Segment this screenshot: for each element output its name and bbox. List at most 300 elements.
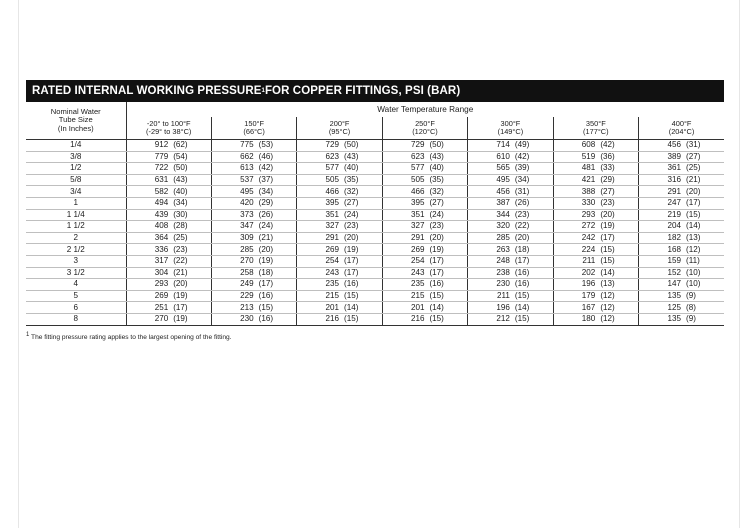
pressure-cell <box>468 232 553 244</box>
bar-value: (54) <box>173 151 188 161</box>
pressure-cell <box>553 209 638 221</box>
bar-value: (49) <box>514 140 530 150</box>
pressure-cell <box>211 209 296 221</box>
temp-column-header: 350°F (177°C) <box>553 117 638 140</box>
table-row <box>26 163 724 175</box>
bar-value: (27) <box>344 198 359 208</box>
psi-value: 249 <box>240 279 254 289</box>
psi-value: 293 <box>154 279 169 289</box>
bar-value: (14) <box>429 302 444 312</box>
bar-value: (23) <box>429 221 444 231</box>
psi-value: 439 <box>154 209 169 219</box>
psi-value: 466 <box>410 186 425 196</box>
table-row <box>26 267 724 279</box>
pressure-cell <box>553 313 638 325</box>
pressure-cell <box>297 209 382 221</box>
tube-size-cell: 8 <box>26 313 126 325</box>
psi-value: 263 <box>496 244 510 254</box>
bar-value: (12) <box>600 314 615 324</box>
psi-value: 238 <box>496 267 510 277</box>
pressure-cell <box>553 186 638 198</box>
tube-size-cell: 2 <box>26 232 126 244</box>
pressure-cell <box>553 151 638 163</box>
table-row <box>26 140 724 152</box>
psi-value: 213 <box>240 302 254 312</box>
pressure-cell <box>639 163 724 175</box>
bar-value: (29) <box>600 175 615 185</box>
bar-value: (24) <box>429 209 444 219</box>
psi-value: 291 <box>667 186 682 196</box>
pressure-cell <box>297 140 382 152</box>
psi-value: 344 <box>496 209 510 219</box>
bar-value: (14) <box>600 267 615 277</box>
psi-value: 481 <box>581 163 596 173</box>
psi-value: 623 <box>410 151 425 161</box>
footnote-marker: 1 <box>26 331 30 338</box>
psi-value: 196 <box>496 302 510 312</box>
psi-value: 373 <box>240 209 254 219</box>
pressure-cell <box>468 267 553 279</box>
bar-value: (26) <box>514 198 530 208</box>
pressure-cell <box>382 221 467 233</box>
psi-value: 211 <box>496 291 510 301</box>
bar-value: (16) <box>258 291 274 301</box>
psi-value: 182 <box>667 233 682 243</box>
psi-value: 215 <box>325 291 340 301</box>
bar-value: (15) <box>344 314 359 324</box>
bar-value: (22) <box>173 256 188 266</box>
bar-value: (21) <box>686 175 701 185</box>
psi-value: 291 <box>325 233 340 243</box>
tube-size-cell: 1/4 <box>26 140 126 152</box>
bar-value: (23) <box>600 198 615 208</box>
pressure-cell <box>297 232 382 244</box>
table-row <box>26 151 724 163</box>
pressure-cell <box>639 197 724 209</box>
bar-value: (20) <box>686 186 701 196</box>
psi-value: 912 <box>154 140 169 150</box>
psi-value: 168 <box>667 244 682 254</box>
bar-value: (15) <box>600 244 615 254</box>
tube-size-cell: 1 1/4 <box>26 209 126 221</box>
pressure-cell <box>382 232 467 244</box>
bar-value: (16) <box>514 279 530 289</box>
bar-value: (15) <box>258 302 274 312</box>
bar-value: (27) <box>600 186 615 196</box>
psi-value: 505 <box>325 175 340 185</box>
psi-value: 285 <box>240 244 254 254</box>
temp-column-header: 300°F (149°C) <box>468 117 553 140</box>
bar-value: (43) <box>344 151 359 161</box>
psi-value: 351 <box>410 209 425 219</box>
psi-value: 336 <box>154 244 169 254</box>
psi-value: 291 <box>410 233 425 243</box>
psi-value: 327 <box>325 221 340 231</box>
bar-value: (50) <box>344 140 359 150</box>
psi-value: 216 <box>325 314 340 324</box>
pressure-cell <box>639 140 724 152</box>
bar-value: (23) <box>173 244 188 254</box>
bar-value: (33) <box>600 163 615 173</box>
bar-value: (16) <box>429 279 444 289</box>
bar-value: (43) <box>173 175 188 185</box>
psi-value: 242 <box>581 233 596 243</box>
pressure-cell <box>382 174 467 186</box>
psi-value: 361 <box>667 163 682 173</box>
psi-value: 304 <box>154 267 169 277</box>
pressure-cell <box>382 302 467 314</box>
bar-value: (12) <box>686 244 701 254</box>
psi-value: 212 <box>496 314 510 324</box>
pressure-cell <box>553 197 638 209</box>
bar-value: (16) <box>514 267 530 277</box>
pressure-cell <box>126 174 211 186</box>
pressure-cell <box>639 244 724 256</box>
psi-value: 729 <box>325 140 340 150</box>
psi-value: 258 <box>240 267 254 277</box>
bar-value: (42) <box>258 163 274 173</box>
bar-value: (25) <box>173 233 188 243</box>
pressure-cell <box>639 232 724 244</box>
psi-value: 577 <box>410 163 425 173</box>
bar-value: (14) <box>686 221 701 231</box>
pressure-cell <box>297 197 382 209</box>
psi-value: 729 <box>410 140 425 150</box>
psi-value: 204 <box>667 221 682 231</box>
bar-value: (20) <box>600 209 615 219</box>
pressure-cell <box>382 151 467 163</box>
pressure-cell <box>297 279 382 291</box>
psi-value: 285 <box>496 233 510 243</box>
bar-value: (37) <box>258 175 274 185</box>
pressure-cell <box>126 140 211 152</box>
psi-value: 152 <box>667 267 682 277</box>
bar-value: (13) <box>686 233 701 243</box>
psi-value: 565 <box>496 163 510 173</box>
bar-value: (10) <box>686 279 701 289</box>
psi-value: 327 <box>410 221 425 231</box>
psi-value: 235 <box>325 279 340 289</box>
pressure-cell <box>211 290 296 302</box>
pressure-cell <box>639 255 724 267</box>
bar-value: (53) <box>258 140 274 150</box>
psi-value: 495 <box>496 175 510 185</box>
psi-value: 179 <box>581 291 596 301</box>
psi-value: 293 <box>581 209 596 219</box>
pressure-cell <box>297 302 382 314</box>
bar-value: (39) <box>514 163 530 173</box>
psi-value: 408 <box>154 221 169 231</box>
size-column-header: Nominal Water Tube Size (In Inches) <box>26 102 126 140</box>
bar-value: (50) <box>173 163 188 173</box>
bar-value: (19) <box>600 221 615 231</box>
bar-value: (32) <box>429 186 444 196</box>
table-row <box>26 209 724 221</box>
temp-column-header: 400°F (204°C) <box>639 117 724 140</box>
bar-value: (19) <box>344 244 359 254</box>
bar-value: (15) <box>514 314 530 324</box>
psi-value: 135 <box>667 291 682 301</box>
pressure-table <box>26 102 724 326</box>
bar-value: (28) <box>173 221 188 231</box>
psi-value: 247 <box>667 198 682 208</box>
bar-value: (50) <box>429 140 444 150</box>
psi-value: 211 <box>582 256 596 266</box>
temp-column-header: 250°F (120°C) <box>382 117 467 140</box>
pressure-cell <box>553 255 638 267</box>
psi-value: 272 <box>581 221 596 231</box>
bar-value: (30) <box>173 209 188 219</box>
pressure-cell <box>211 232 296 244</box>
bar-value: (35) <box>429 175 444 185</box>
pressure-cell <box>382 267 467 279</box>
pressure-cell <box>126 209 211 221</box>
pressure-cell <box>211 267 296 279</box>
table-row <box>26 302 724 314</box>
pressure-cell <box>468 151 553 163</box>
footnote-text: The fitting pressure rating applies to the largest opening of the fitting. <box>29 333 232 341</box>
psi-value: 537 <box>240 175 254 185</box>
pressure-cell <box>639 221 724 233</box>
psi-value: 395 <box>410 198 425 208</box>
psi-value: 466 <box>325 186 340 196</box>
pressure-cell <box>126 313 211 325</box>
tube-size-cell: 3/8 <box>26 151 126 163</box>
bar-value: (12) <box>600 291 615 301</box>
pressure-cell <box>126 267 211 279</box>
table-body <box>26 140 724 326</box>
pressure-cell <box>211 186 296 198</box>
pressure-cell <box>553 163 638 175</box>
pressure-cell <box>553 267 638 279</box>
bar-value: (18) <box>514 244 530 254</box>
psi-value: 613 <box>240 163 254 173</box>
pressure-cell <box>382 186 467 198</box>
pressure-cell <box>468 255 553 267</box>
pressure-cell <box>553 140 638 152</box>
psi-value: 495 <box>240 186 254 196</box>
pressure-cell <box>553 279 638 291</box>
bar-value: (16) <box>258 314 274 324</box>
bar-value: (17) <box>429 267 444 277</box>
pressure-cell <box>468 163 553 175</box>
pressure-cell <box>553 244 638 256</box>
pressure-cell <box>126 151 211 163</box>
bar-value: (23) <box>514 209 530 219</box>
pressure-cell <box>126 163 211 175</box>
pressure-cell <box>297 151 382 163</box>
pressure-cell <box>126 244 211 256</box>
tube-size-cell: 3 <box>26 255 126 267</box>
pressure-cell <box>211 163 296 175</box>
psi-value: 219 <box>667 209 682 219</box>
psi-value: 269 <box>154 291 169 301</box>
pressure-cell <box>468 221 553 233</box>
bar-value: (20) <box>514 233 530 243</box>
pressure-cell <box>468 279 553 291</box>
title-text: RATED INTERNAL WORKING PRESSURE <box>32 85 262 97</box>
bar-value: (19) <box>173 291 188 301</box>
bar-value: (15) <box>429 314 444 324</box>
pressure-cell <box>211 197 296 209</box>
bar-value: (26) <box>258 209 274 219</box>
bar-value: (16) <box>344 279 359 289</box>
bar-value: (23) <box>344 221 359 231</box>
bar-value: (25) <box>686 163 701 173</box>
table-row <box>26 186 724 198</box>
psi-value: 125 <box>667 302 682 312</box>
bar-value: (19) <box>173 314 188 324</box>
psi-value: 582 <box>154 186 169 196</box>
pressure-cell <box>297 221 382 233</box>
bar-value: (21) <box>258 233 274 243</box>
table-row <box>26 313 724 325</box>
bar-value: (17) <box>173 302 188 312</box>
bar-value: (15) <box>686 209 701 219</box>
psi-value: 320 <box>496 221 510 231</box>
psi-value: 235 <box>410 279 425 289</box>
bar-value: (17) <box>429 256 444 266</box>
pressure-cell <box>297 186 382 198</box>
pressure-cell <box>211 279 296 291</box>
psi-value: 316 <box>667 175 682 185</box>
pressure-cell <box>553 290 638 302</box>
pressure-cell <box>468 186 553 198</box>
psi-value: 270 <box>240 256 254 266</box>
psi-value: 196 <box>581 279 596 289</box>
pressure-cell <box>126 232 211 244</box>
bar-value: (43) <box>429 151 444 161</box>
bar-value: (17) <box>686 198 701 208</box>
psi-value: 519 <box>581 151 596 161</box>
bar-value: (17) <box>344 256 359 266</box>
pressure-cell <box>126 290 211 302</box>
pressure-cell <box>639 174 724 186</box>
tube-size-cell: 5/8 <box>26 174 126 186</box>
psi-value: 215 <box>410 291 425 301</box>
table-row <box>26 174 724 186</box>
psi-value: 270 <box>154 314 169 324</box>
bar-value: (40) <box>429 163 444 173</box>
psi-value: 623 <box>325 151 340 161</box>
pressure-cell <box>382 163 467 175</box>
bar-value: (36) <box>600 151 615 161</box>
pressure-cell <box>382 209 467 221</box>
bar-value: (27) <box>429 198 444 208</box>
pressure-cell <box>211 244 296 256</box>
tube-size-cell: 5 <box>26 290 126 302</box>
psi-value: 395 <box>325 198 340 208</box>
psi-value: 722 <box>154 163 169 173</box>
bar-value: (10) <box>686 267 701 277</box>
psi-value: 779 <box>154 151 169 161</box>
pressure-cell <box>468 244 553 256</box>
psi-value: 167 <box>581 302 596 312</box>
bar-value: (19) <box>258 256 274 266</box>
bar-value: (42) <box>600 140 615 150</box>
psi-value: 254 <box>325 256 340 266</box>
bar-value: (40) <box>173 186 188 196</box>
bar-value: (46) <box>258 151 274 161</box>
pressure-cell <box>553 221 638 233</box>
bar-value: (12) <box>600 302 615 312</box>
pressure-cell <box>468 209 553 221</box>
bar-value: (32) <box>344 186 359 196</box>
psi-value: 309 <box>240 233 254 243</box>
bar-value: (40) <box>344 163 359 173</box>
bar-value: (34) <box>514 175 530 185</box>
psi-value: 662 <box>240 151 254 161</box>
psi-value: 251 <box>154 302 169 312</box>
psi-value: 775 <box>240 140 254 150</box>
pressure-cell <box>468 140 553 152</box>
bar-value: (15) <box>514 291 530 301</box>
pressure-cell <box>126 255 211 267</box>
table-row <box>26 197 724 209</box>
bar-value: (35) <box>344 175 359 185</box>
tube-size-cell: 2 1/2 <box>26 244 126 256</box>
psi-value: 159 <box>667 256 682 266</box>
psi-value: 714 <box>496 140 510 150</box>
pressure-cell <box>211 151 296 163</box>
pressure-cell <box>468 313 553 325</box>
table-row <box>26 290 724 302</box>
pressure-cell <box>639 151 724 163</box>
temperature-range-header: Water Temperature Range <box>126 102 724 117</box>
pressure-cell <box>297 313 382 325</box>
bar-value: (17) <box>258 279 274 289</box>
psi-value: 229 <box>240 291 254 301</box>
pressure-cell <box>211 221 296 233</box>
pressure-cell <box>639 290 724 302</box>
psi-value: 388 <box>581 186 596 196</box>
pressure-cell <box>126 197 211 209</box>
pressure-cell <box>553 302 638 314</box>
pressure-cell <box>297 244 382 256</box>
psi-value: 248 <box>496 256 510 266</box>
pressure-cell <box>297 255 382 267</box>
psi-value: 610 <box>496 151 510 161</box>
pressure-cell <box>382 140 467 152</box>
temp-column-header: 200°F (95°C) <box>297 117 382 140</box>
tube-size-cell: 1 1/2 <box>26 221 126 233</box>
pressure-cell <box>211 255 296 267</box>
psi-value: 608 <box>581 140 596 150</box>
bar-value: (11) <box>686 256 700 266</box>
bar-value: (14) <box>344 302 359 312</box>
psi-value: 269 <box>410 244 425 254</box>
pressure-cell <box>468 197 553 209</box>
psi-value: 230 <box>496 279 510 289</box>
bar-value: (19) <box>429 244 444 254</box>
pressure-cell <box>639 186 724 198</box>
title-text-suffix: FOR COPPER FITTINGS, PSI (BAR) <box>264 85 461 97</box>
bar-value: (15) <box>429 291 444 301</box>
table-row <box>26 255 724 267</box>
psi-value: 456 <box>496 186 510 196</box>
pressure-cell <box>382 290 467 302</box>
psi-value: 201 <box>410 302 425 312</box>
bar-value: (27) <box>686 151 701 161</box>
psi-value: 243 <box>325 267 340 277</box>
pressure-cell <box>382 244 467 256</box>
pressure-cell <box>382 313 467 325</box>
psi-value: 494 <box>154 198 169 208</box>
temp-column-header: 150°F (66°C) <box>211 117 296 140</box>
pressure-cell <box>382 255 467 267</box>
psi-value: 201 <box>325 302 340 312</box>
bar-value: (20) <box>429 233 444 243</box>
